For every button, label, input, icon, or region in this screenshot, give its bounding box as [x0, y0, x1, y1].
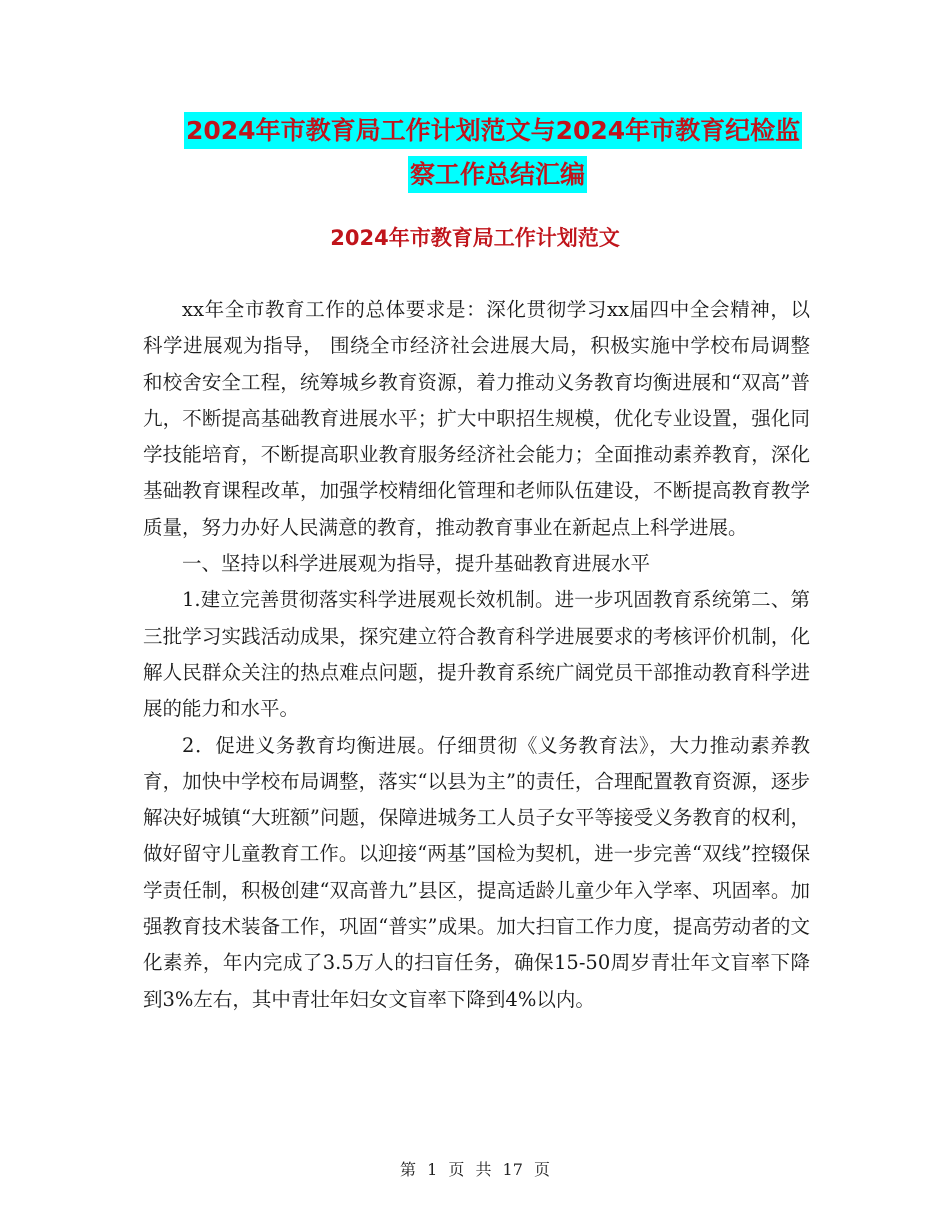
paragraph-section-heading: 一、坚持以科学进展观为指导，提升基础教育进展水平	[182, 552, 651, 576]
paragraph-item-1: 1.建立完善贯彻落实科学进展观长效机制。进一步巩固教育系统第二、第三批学习实践活动成果，探究建立符合教育科学进展要求的考核评价机制，化解人民群众关注的热点难点问题，提升教育系统广阔党员干部推动教育科学进展的能力和水平。	[143, 588, 810, 721]
document-title-line-2: 察工作总结汇编	[408, 156, 587, 193]
page-footer: 第 1 页 共 17 页	[400, 1160, 550, 1179]
document-body	[143, 292, 810, 1018]
section-heading: 2024年市教育局工作计划范文	[330, 226, 620, 250]
document-title-line-1: 2024年市教育局工作计划范文与2024年市教育纪检监	[184, 112, 802, 149]
paragraph-item-2: 2．促进义务教育均衡进展。仔细贯彻《义务教育法》，大力推动素养教育，加快中学校布局调整，落实“以县为主”的责任，合理配置教育资源，逐步解决好城镇“大班额”问题，保障进城务工人员子女平等接受义务教育的权利，做好留守儿童教育工作。以迎接“两基”国检为契机，进一步完善“双线”控辍保学责任制，积极创建“双高普九”县区，提高适龄儿童少年入学率、巩固率。加强教育技术装备工作，巩固“普实”成果。加大扫盲工作力度，提高劳动者的文化素养，年内完成了3.5万人的扫盲任务，确保15-50周岁青壮年文盲率下降到3%左右，其中青壮年妇女文盲率下降到4%以内。	[143, 733, 810, 1011]
paragraph-intro: xx年全市教育工作的总体要求是：深化贯彻学习xx届四中全会精神，以科学进展观为指导， 围绕全市经济社会进展大局，积极实施中学校布局调整和校舍安全工程，统筹城乡教育资源，着力推动义务教育均衡进展和“双高”普九，不断提高基础教育进展水平；扩大中职招生规模，优化专业设置，强化同学技能培育，不断提高职业教育服务经济社会能力；全面推动素养教育，深化基础教育课程改革，加强学校精细化管理和老师队伍建设，不断提高教育教学质量，努力办好人民满意的教育，推动教育事业在新起点上科学进展。	[143, 298, 810, 539]
